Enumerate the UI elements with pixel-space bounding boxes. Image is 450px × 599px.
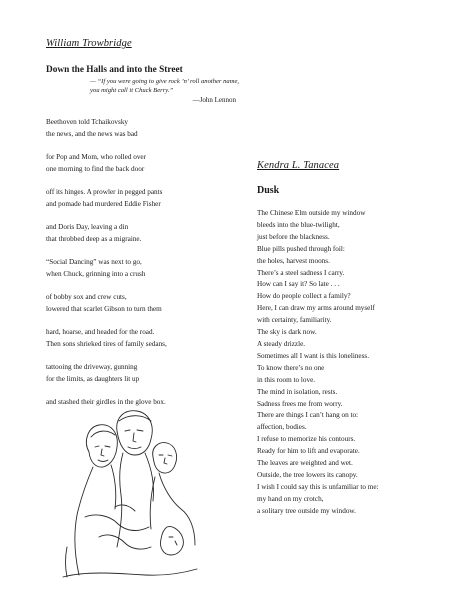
- epigraph-attribution: —John Lennon: [192, 96, 236, 104]
- poem-line: tattooing the driveway, gunning: [46, 363, 138, 371]
- ink-sketch-illustration: [55, 397, 201, 581]
- poem-line: with certainty, familiarity.: [257, 316, 332, 325]
- poem-line: in this room to love.: [257, 375, 316, 384]
- poem-line: Ready for him to lift and evaporate.: [257, 447, 360, 456]
- epigraph-line: you might call it Chuck Berry.”: [90, 87, 174, 94]
- poem-line: Then sons shrieked tires of family sedans,: [46, 339, 167, 348]
- stanza: [46, 187, 256, 210]
- poem-line: the news, and the news was bad: [46, 129, 138, 138]
- poem-line: that throbbed deep as a migraine.: [46, 234, 142, 243]
- poem-line: The mind in isolation, rests.: [257, 387, 338, 396]
- poem-line: lowered that scarlet Gibson to turn them: [46, 304, 162, 313]
- poem-line: There’s a steel sadness I carry.: [257, 268, 345, 277]
- stanza: [257, 208, 437, 518]
- poem-line: I wish I could say this is unfamiliar to me:: [257, 482, 379, 491]
- poem-line: for the limits, as daughters lit up: [46, 374, 140, 383]
- stanza: [46, 292, 256, 315]
- author-name: Kendra L. Tanacea: [257, 160, 340, 171]
- poem-line: my hand on my crotch,: [257, 494, 324, 503]
- poem-line: How can I say it? So late . . .: [257, 280, 340, 289]
- stanza: [46, 117, 256, 140]
- poem-line: a solitary tree outside my window.: [257, 506, 356, 515]
- poem-trowbridge: [46, 38, 256, 421]
- stanza: [46, 362, 256, 385]
- poem-line: when Chuck, grinning into a crush: [46, 269, 146, 278]
- poem-line: bleeds into the blue-twilight,: [257, 220, 340, 229]
- poem-line: To know there’s no one: [257, 363, 325, 372]
- stanza: [46, 327, 256, 350]
- poem-line: Beethoven told Tchaikovsky: [46, 118, 129, 126]
- poem-line: one morning to find the back door: [46, 164, 145, 173]
- epigraph: [90, 77, 256, 95]
- author-name: William Trowbridge: [46, 38, 132, 49]
- poem-title: Down the Halls and into the Street: [46, 65, 183, 75]
- poem-line: for Pop and Mom, who rolled over: [46, 153, 147, 161]
- poem-line: The sky is dark now.: [257, 328, 317, 337]
- poem-line: and pomade had murdered Eddie Fisher: [46, 199, 161, 208]
- poem-line: just before the blackness.: [257, 232, 330, 241]
- poem-line: There are things I can’t hang on to:: [257, 411, 359, 420]
- poem-line: of bobby sox and crew cuts,: [46, 293, 127, 301]
- poem-line: The leaves are weighted and wet.: [257, 459, 353, 468]
- poem-body: [257, 208, 437, 518]
- stanza: [46, 257, 256, 280]
- poem-line: and Doris Day, leaving a din: [46, 223, 129, 231]
- poem-line: The Chinese Elm outside my window: [257, 209, 366, 217]
- poem-title: Dusk: [257, 185, 280, 196]
- epigraph-line: — “If you were going to give rock ’n’ roll another name,: [90, 78, 240, 85]
- poem-line: Sometimes all I want is this loneliness.: [257, 351, 369, 360]
- poem-line: “Social Dancing” was next to go,: [46, 258, 142, 266]
- poem-tanacea: [257, 160, 437, 530]
- poem-line: the holes, harvest moons.: [257, 256, 330, 265]
- poem-line: I refuse to memorize his contours.: [257, 435, 356, 444]
- stanza: [46, 152, 256, 175]
- poem-line: affection, bodies.: [257, 423, 307, 432]
- poem-line: off its hinges. A prowler in pegged pants: [46, 188, 163, 196]
- poem-line: Here, I can draw my arms around myself: [257, 304, 375, 313]
- poem-line: and stashed their girdles in the glove box.: [46, 398, 166, 406]
- poem-line: Blue pills pushed through foil:: [257, 244, 345, 253]
- stanza: [46, 222, 256, 245]
- poem-line: How do people collect a family?: [257, 292, 351, 301]
- poem-line: A steady drizzle.: [257, 339, 306, 348]
- poem-line: Outside, the tree lowers its canopy.: [257, 470, 358, 479]
- poem-line: Sadness frees me from worry.: [257, 399, 343, 408]
- poem-body: [46, 117, 256, 409]
- poem-line: hard, hoarse, and headed for the road.: [46, 328, 155, 336]
